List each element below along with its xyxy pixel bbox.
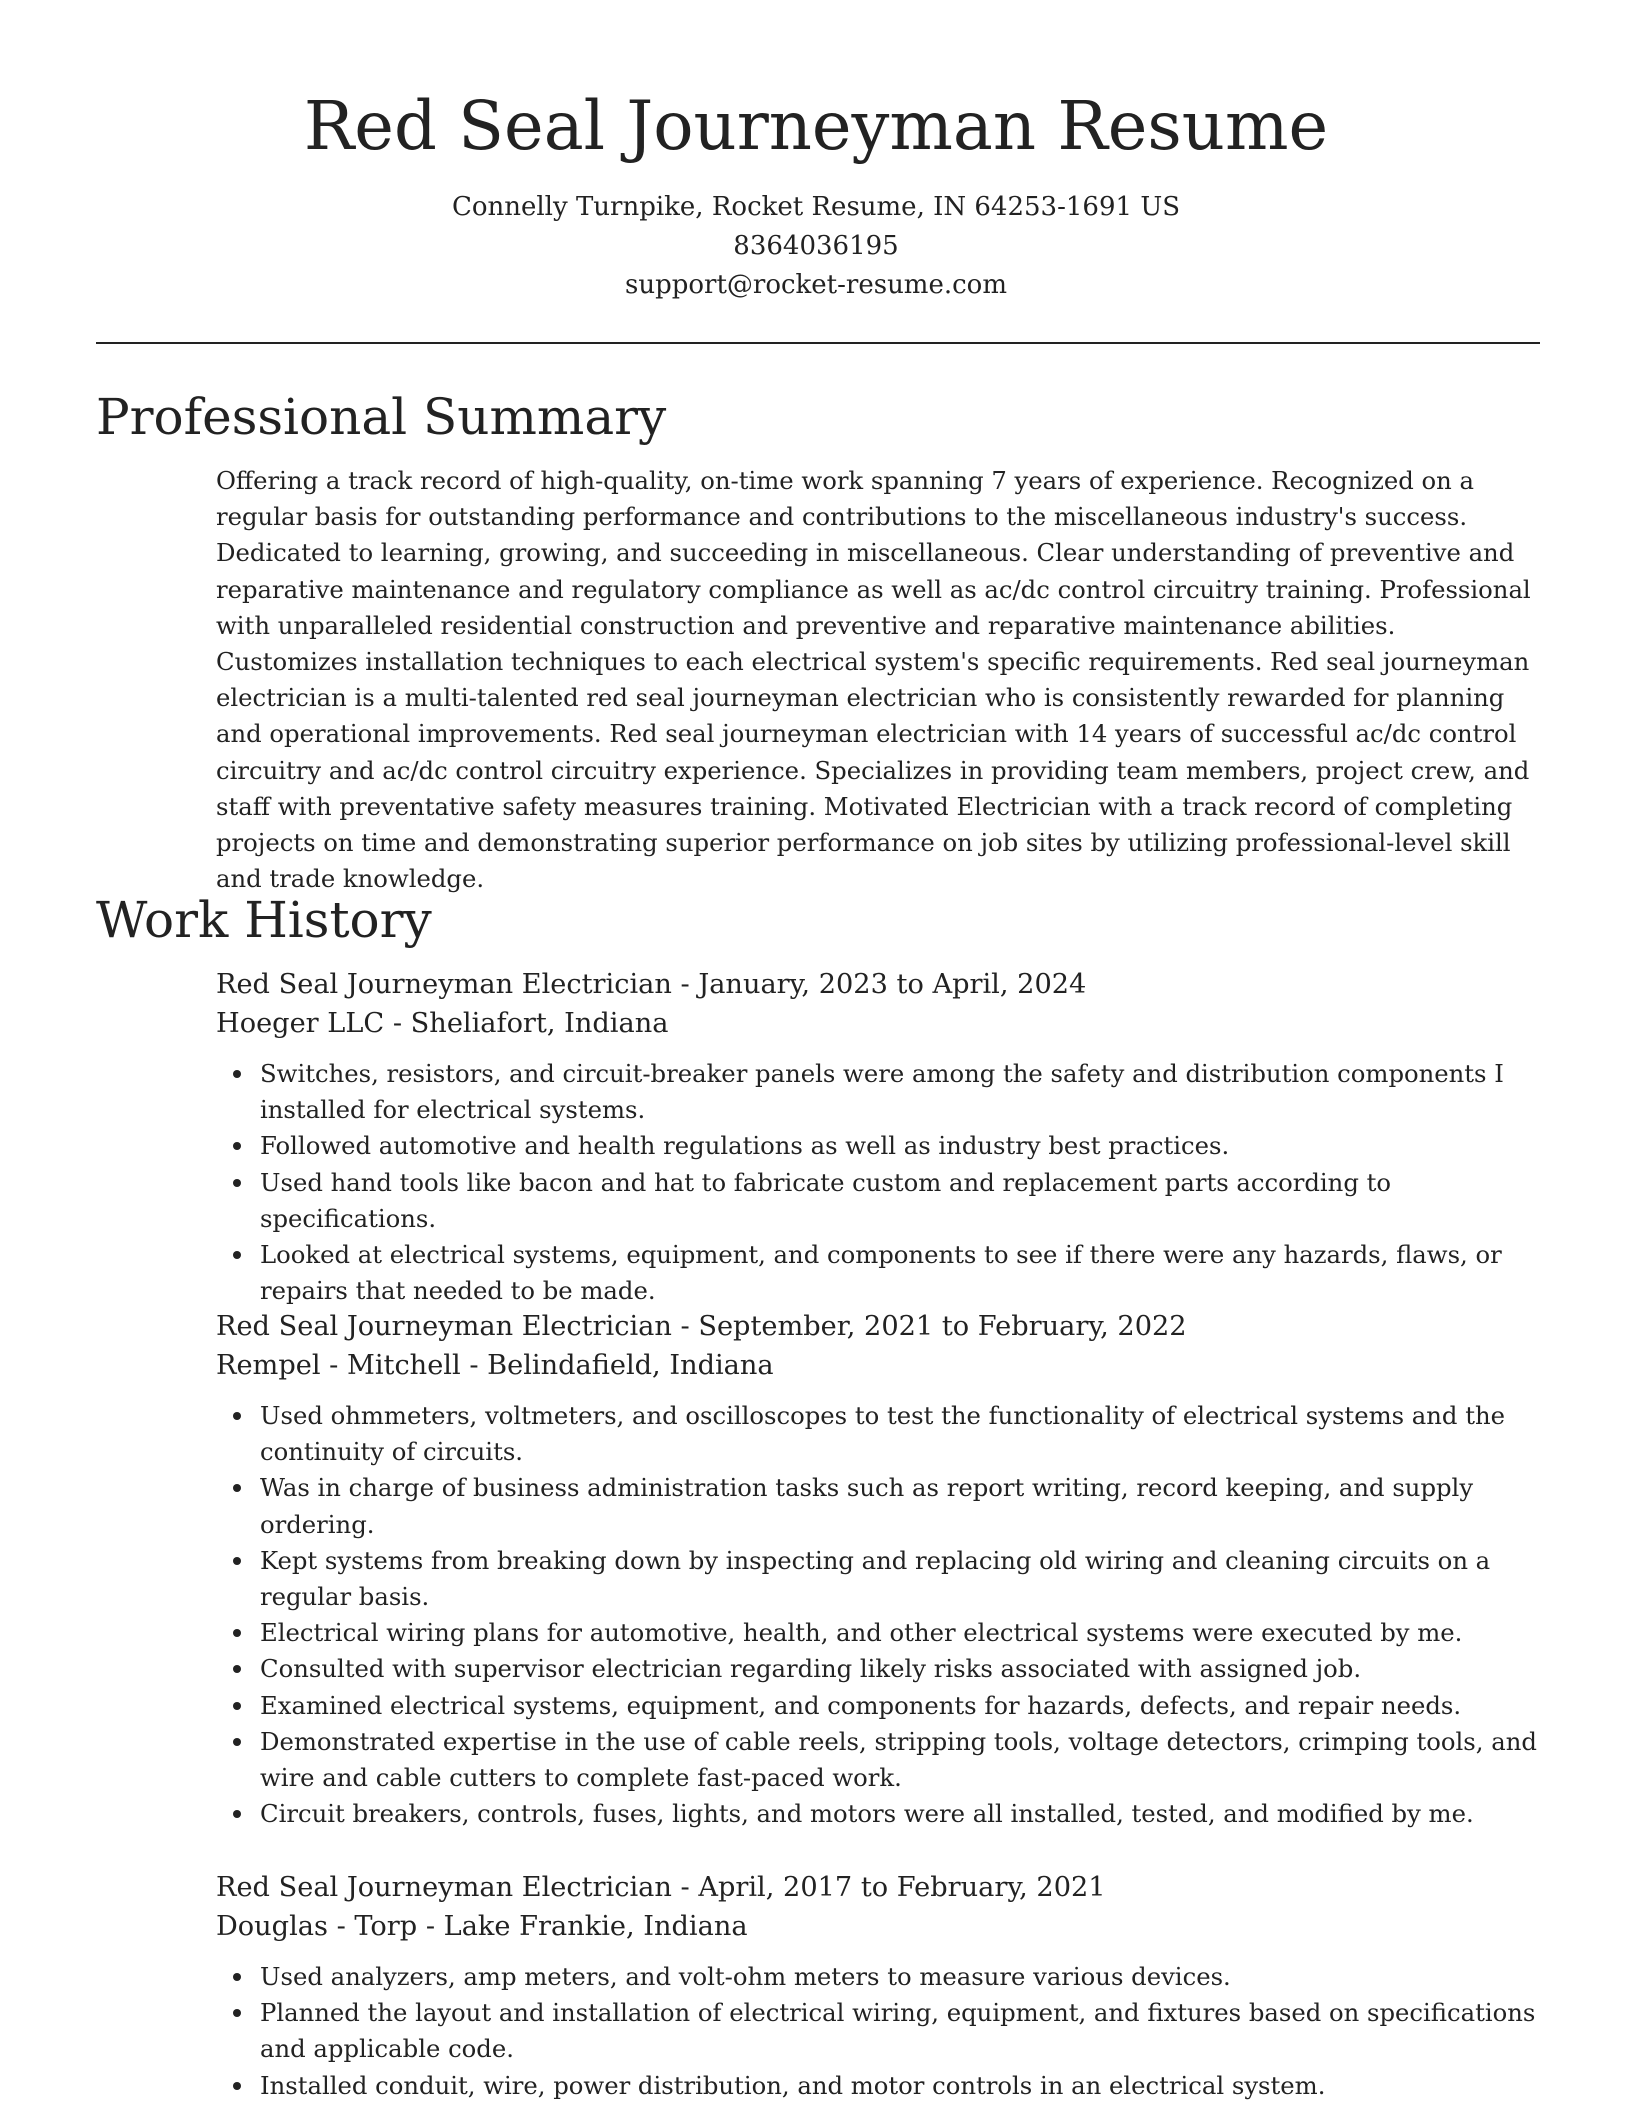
job-bullet: Used analyzers, amp meters, and volt-ohm meters to measure various devices.	[260, 1959, 1546, 1995]
summary-text: Offering a track record of high-quality, on-time work spanning 7 years of experience. Recognized on a regular basis for outstanding performance and contributions to the miscellaneous industry's success. Dedicated to learning, growing, and succeeding in miscellaneous. Clear understanding of preventive and reparative maintenance and regulatory compliance as well as ac/dc control circuitry training. Professional with unparalleled residential construction and preventive and reparative maintenance abilities. Customizes installation techniques to each electrical system's specific requirements. Red seal journeyman electrician is a multi-talented red seal journeyman electrician who is consistently rewarded for planning and operational improvements. Red seal journeyman electrician with 14 years of successful ac/dc control circuitry and ac/dc control circuitry experience. Specializes in providing team members, project crew, and staff with preventative safety measures training. Motivated Electrician with a track record of completing projects on time and demonstrating superior performance on job sites by utilizing professional-level skill and trade knowledge.	[216, 466, 1531, 894]
job-bullet: Switches, resistors, and circuit-breaker panels were among the safety and distribution components I installed for electrical systems.	[260, 1056, 1546, 1128]
job-company: Douglas - Torp - Lake Frankie, Indiana	[216, 1911, 748, 1942]
resume-header	[0, 82, 1632, 305]
job-bullet: Planned the layout and installation of electrical wiring, equipment, and fixtures based on specifications and applicable code.	[260, 1995, 1546, 2067]
email-address: support@rocket-resume.com	[624, 270, 1007, 300]
job-bullet: Circuit breakers, controls, fuses, lights, and motors were all installed, tested, and modified by me.	[260, 1796, 1546, 1832]
job-bullet: Looked at electrical systems, equipment, and components to see if there were any hazards, flaws, or repairs that needed to be made.	[260, 1237, 1546, 1309]
job-bullet: Was in charge of business administration tasks such as report writing, record keeping, and supply ordering.	[260, 1470, 1546, 1542]
job-bullet: Used hand tools like bacon and hat to fabricate custom and replacement parts according to specifications.	[260, 1165, 1546, 1237]
job-bullet-list	[216, 1959, 1546, 2104]
job-bullet-list	[216, 1398, 1546, 1832]
job-entry	[216, 965, 1546, 1309]
job-entry	[216, 1307, 1546, 1832]
job-company: Hoeger LLC - Sheliafort, Indiana	[216, 1008, 669, 1039]
job-title: Red Seal Journeyman Electrician - January, 2023 to April, 2024	[216, 969, 1087, 1000]
job-bullet: Used ohmmeters, voltmeters, and oscilloscopes to test the functionality of electrical systems and the continuity of circuits.	[260, 1398, 1546, 1470]
job-bullet: Consulted with supervisor electrician regarding likely risks associated with assigned job.	[260, 1651, 1546, 1687]
job-entry	[216, 1868, 1546, 2104]
job-company: Rempel - Mitchell - Belindafield, Indiana	[216, 1350, 774, 1381]
resume-title: Red Seal Journeyman Resume	[303, 87, 1329, 165]
job-bullet: Followed automotive and health regulations as well as industry best practices.	[260, 1128, 1546, 1164]
work-history-heading: Work History	[96, 891, 432, 949]
job-bullet: Electrical wiring plans for automotive, health, and other electrical systems were executed by me.	[260, 1615, 1546, 1651]
job-bullet: Kept systems from breaking down by inspecting and replacing old wiring and cleaning circuits on a regular basis.	[260, 1543, 1546, 1615]
job-title: Red Seal Journeyman Electrician - April, 2017 to February, 2021	[216, 1872, 1106, 1903]
job-bullet: Installed conduit, wire, power distribution, and motor controls in an electrical system.	[260, 2068, 1546, 2104]
phone-number: 8364036195	[733, 231, 899, 261]
job-bullet-list	[216, 1056, 1546, 1309]
job-bullet: Demonstrated expertise in the use of cable reels, stripping tools, voltage detectors, crimping tools, and wire and cable cutters to complete fast-paced work.	[260, 1724, 1546, 1796]
job-title: Red Seal Journeyman Electrician - September, 2021 to February, 2022	[216, 1311, 1187, 1342]
address: Connelly Turnpike, Rocket Resume, IN 64253-1691 US	[451, 192, 1181, 222]
header-divider	[96, 342, 1540, 344]
job-bullet: Examined electrical systems, equipment, and components for hazards, defects, and repair needs.	[260, 1688, 1546, 1724]
contact-info	[0, 188, 1632, 305]
summary-heading: Professional Summary	[96, 388, 667, 446]
